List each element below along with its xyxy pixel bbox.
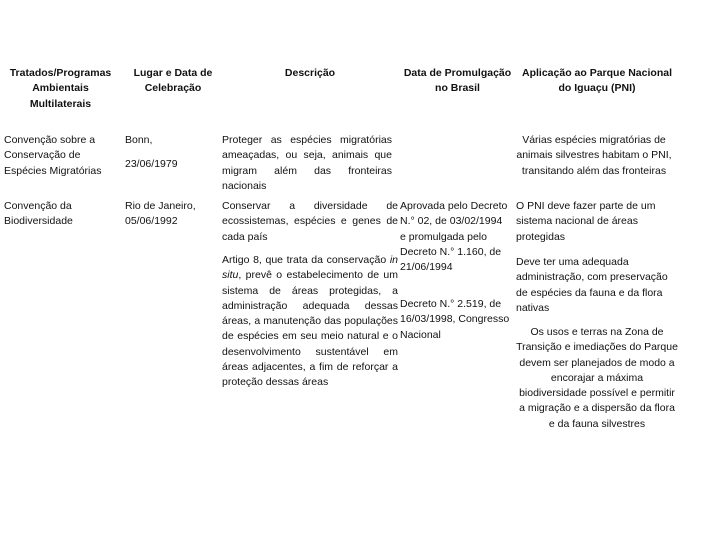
row2-place-date: Rio de Janeiro, 05/06/1992 (125, 200, 196, 228)
in-situ-term: in situ (222, 254, 399, 282)
header-promulgation: Data de Promulgação no Brasil (403, 67, 512, 95)
article8-rest: , prevê o estabelecimento de um sistema de áreas protegidas, a administração adequada dessas áreas, a manutenção das populações de espécies em seu meio natural e o desenvolvimento sustentável em áreas adjacentes, a fim de reforçar a proteção dessas áreas (222, 269, 398, 389)
row1-description: Proteger as espécies migratórias ameaçadas, ou seja, animais que migram além das fronteiras nacionais (222, 134, 392, 192)
row1-place: Bonn, (125, 134, 153, 146)
row1-treaty: Convenção sobre a Conservação de Espécies Migratórias (4, 134, 102, 177)
row2-promulgation-decree2: Decreto N.° 2.519, de 16/03/1998, Congresso Nacional (400, 298, 510, 341)
row1-application: Várias espécies migratórias de animais silvestres habitam o PNI, transitando além das fronteiras (516, 134, 672, 177)
row2-description (222, 199, 398, 391)
row2-application-land-use: Os usos e terras na Zona de Transição e imediações do Parque devem ser planejados de modo a encorajar a máxima biodiversidade possível e permitir a migração e a dispersão da flora e da fauna silvestres (516, 326, 678, 430)
row1-date: 23/06/1979 (125, 158, 178, 170)
header-application: Aplicação ao Parque Nacional do Iguaçu (PNI) (522, 67, 672, 95)
row2-treaty: Convenção da Biodiversidade (4, 200, 73, 228)
header-description: Descrição (284, 67, 336, 79)
header-treaties: Tratados/Programas Ambientais Multilaterais (9, 67, 112, 110)
row2-promulgation (400, 199, 510, 343)
row2-application-system: O PNI deve fazer parte de um sistema nacional de áreas protegidas (516, 200, 656, 243)
row2-application-administration: Deve ter uma adequada administração, com preservação de espécies da fauna e da flora nativas (516, 256, 668, 314)
header-place-date: Lugar e Data de Celebração (133, 67, 213, 95)
row2-description-article8 (222, 253, 398, 391)
article8-lead: Artigo 8, que trata da conservação (222, 254, 387, 266)
row2-application (516, 199, 678, 432)
row2-promulgation-decree1: Aprovada pelo Decreto N.° 02, de 03/02/1994 e promulgada pelo Decreto N.° 1.160, de 21/06/1994 (400, 200, 508, 274)
row2-description-goal: Conservar a diversidade de ecossistemas, espécies e genes de cada país (222, 200, 398, 243)
